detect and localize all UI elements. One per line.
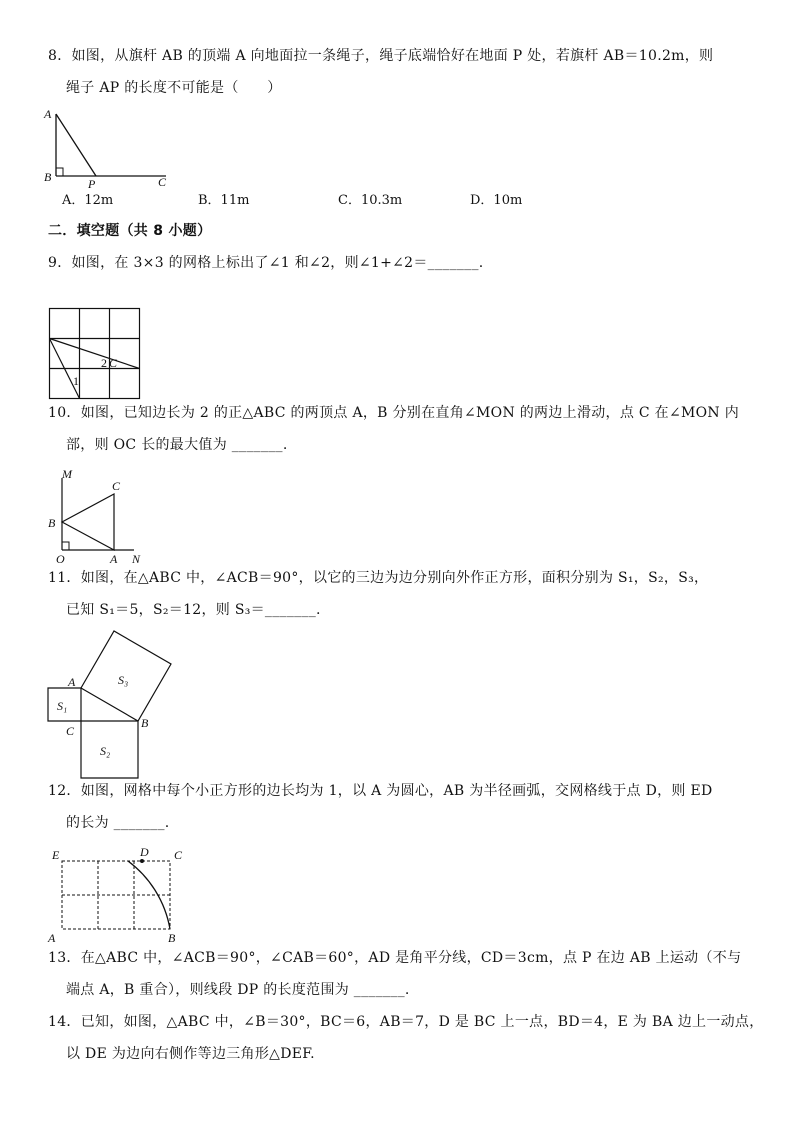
q12-label-b: B bbox=[168, 931, 176, 945]
q10-label-c: C bbox=[112, 479, 121, 493]
q10-figure bbox=[44, 466, 154, 566]
q11-label-s2: S₂ bbox=[100, 744, 111, 758]
q8-choice-c: C．10.3m bbox=[338, 193, 403, 208]
q8-label-p: P bbox=[88, 177, 96, 191]
q8-choice-b: B．11m bbox=[198, 193, 250, 208]
q11-text-line2: 已知 S₁＝5，S₂＝12，则 S₃＝_______. bbox=[66, 602, 321, 618]
q9-angle2-label: 2 bbox=[101, 356, 107, 370]
q9-point-c-label: C bbox=[109, 356, 118, 370]
q8-choice-d: D．10m bbox=[470, 193, 523, 208]
q13-text-line1: 13．在△ABC 中，∠ACB＝90°，∠CAB＝60°，AD 是角平分线，CD＝3cm，点 P 在边 AB 上运动（不与 bbox=[48, 950, 742, 966]
q10-label-o: O bbox=[56, 552, 65, 566]
q12-label-a: A bbox=[48, 931, 56, 945]
q12-figure bbox=[44, 842, 194, 946]
q11-label-s1: S₁ bbox=[57, 699, 68, 713]
q10-label-n: N bbox=[132, 552, 141, 566]
q10-label-b: B bbox=[48, 516, 56, 530]
section-heading: 二．填空题（共 8 小题） bbox=[48, 223, 212, 239]
q8-label-b: B bbox=[44, 170, 52, 184]
q14-text-line2: 以 DE 为边向右侧作等边三角形△DEF. bbox=[66, 1046, 315, 1062]
q12-label-d: D bbox=[140, 845, 149, 859]
q8-text-line2: 绳子 AP 的长度不可能是（ ） bbox=[66, 80, 282, 96]
q8-figure bbox=[40, 104, 180, 190]
q9-angle1-label: 1 bbox=[73, 374, 79, 388]
q9-grid-figure bbox=[49, 308, 141, 400]
q12-label-e: E bbox=[52, 848, 60, 862]
q10-text-line2: 部，则 OC 长的最大值为 _______. bbox=[66, 437, 288, 453]
q14-text-line1: 14．已知，如图，△ABC 中，∠B＝30°，BC＝6，AB＝7，D 是 BC 上一点，BD＝4，E 为 BA 边上一动点， bbox=[48, 1014, 764, 1030]
q11-figure bbox=[40, 628, 180, 784]
q11-label-c: C bbox=[66, 724, 75, 738]
q9-text: 9．如图，在 3×3 的网格上标出了∠1 和∠2，则∠1+∠2＝_______. bbox=[48, 255, 484, 271]
q8-label-a: A bbox=[44, 107, 52, 121]
q13-text-line2: 端点 A，B 重合），则线段 DP 的长度范围为 _______. bbox=[66, 982, 410, 998]
q11-label-b: B bbox=[141, 716, 149, 730]
q11-text-line1: 11．如图，在△ABC 中，∠ACB＝90°，以它的三边为边分别向外作正方形，面积分别为 S₁，S₂，S₃， bbox=[48, 570, 709, 586]
q11-label-a: A bbox=[68, 675, 76, 689]
q8-label-c: C bbox=[158, 175, 167, 189]
q10-label-m: M bbox=[62, 467, 72, 481]
q8-text-line1: 8．如图，从旗杆 AB 的顶端 A 向地面拉一条绳子，绳子底端恰好在地面 P 处，若旗杆 AB＝10.2m，则 bbox=[48, 48, 714, 64]
q12-text-line1: 12．如图，网格中每个小正方形的边长均为 1，以 A 为圆心，AB 为半径画弧，交网格线于点 D，则 ED bbox=[48, 783, 713, 799]
q12-text-line2: 的长为 _______. bbox=[66, 815, 170, 831]
q10-label-a: A bbox=[110, 552, 118, 566]
q12-label-c: C bbox=[174, 848, 183, 862]
q10-text-line1: 10．如图，已知边长为 2 的正△ABC 的两顶点 A，B 分别在直角∠MON 的两边上滑动，点 C 在∠MON 内 bbox=[48, 405, 740, 421]
q11-label-s3: S₃ bbox=[118, 673, 129, 687]
q8-choice-a: A．12m bbox=[62, 193, 114, 208]
